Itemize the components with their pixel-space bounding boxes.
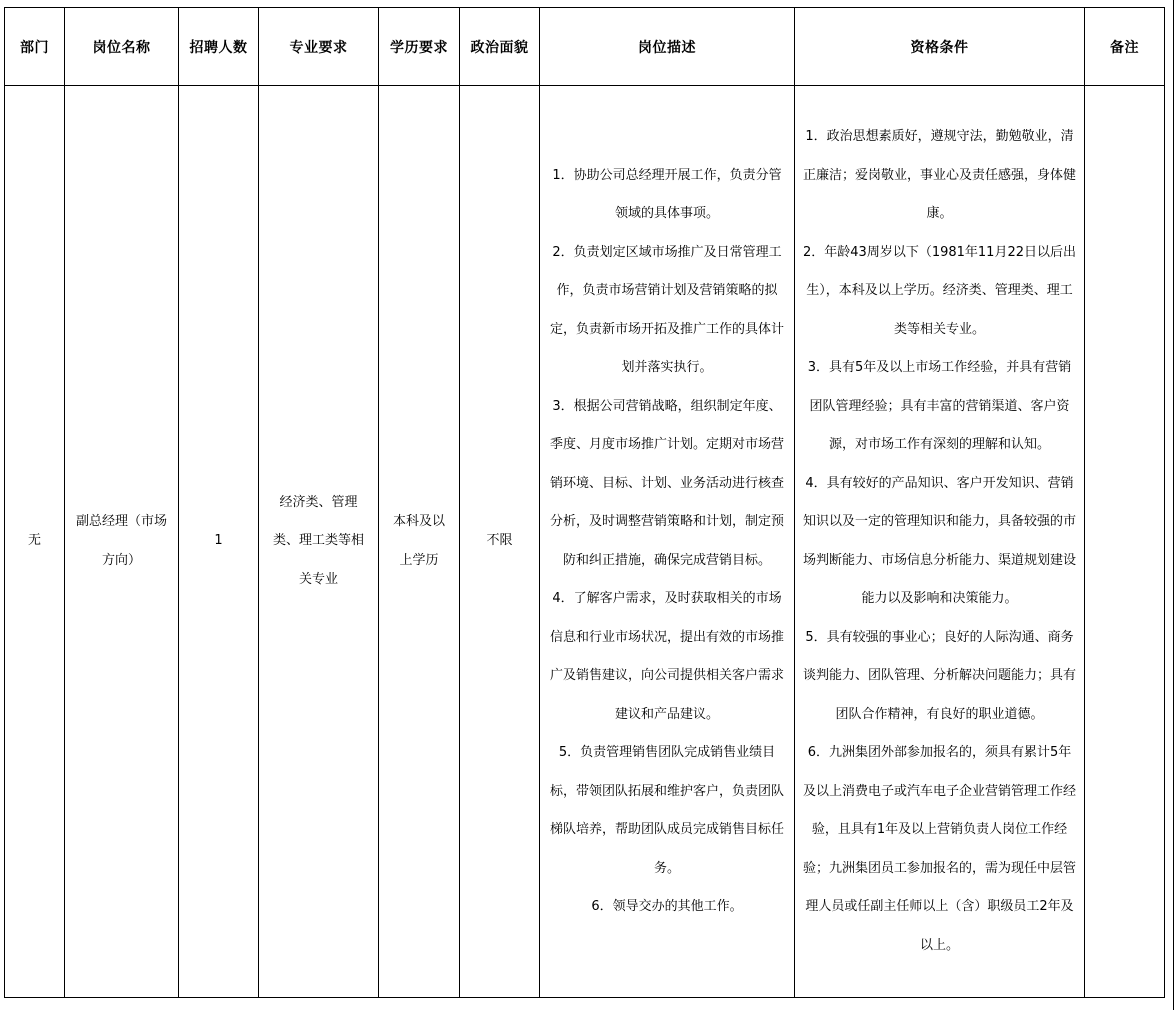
political-status-value: 不限 [486, 533, 513, 549]
cell-headcount [179, 86, 259, 998]
position-value: 副总经理（市场方向） [75, 514, 167, 568]
qualification-item-4: 4．具有较好的产品知识、客户开发知识、营销知识以及一定的管理知识和能力，具备较强的市场判断能力、市场信息分析能力、渠道规划建设能力以及影响和决策能力。 [803, 475, 1077, 606]
header-department: 部门 [5, 8, 65, 86]
cell-major [259, 86, 379, 998]
job-recruitment-table [4, 7, 1165, 998]
qualification-item-1: 1．政治思想素质好，遵规守法，勤勉敬业，清正廉洁；爱岗敬业，事业心及责任感强，身体健康。 [803, 129, 1077, 221]
header-remarks: 备注 [1085, 8, 1165, 86]
header-position: 岗位名称 [65, 8, 179, 86]
page-edge-line [1173, 0, 1174, 1010]
cell-position [65, 86, 179, 998]
headcount-value: 1 [214, 533, 223, 549]
header-row [5, 8, 1165, 86]
header-education: 学历要求 [379, 8, 460, 86]
cell-political-status [460, 86, 540, 998]
cell-education [379, 86, 460, 998]
cell-department [5, 86, 65, 998]
description-item-2: 2．负责划定区域市场推广及日常管理工作，负责市场营销计划及营销策略的拟定，负责新市场开拓及推广工作的具体计划并落实执行。 [549, 244, 784, 375]
cell-remarks [1085, 86, 1165, 998]
header-major: 专业要求 [259, 8, 379, 86]
qualification-item-3: 3．具有5年及以上市场工作经验，并具有营销团队管理经验；具有丰富的营销渠道、客户资源，对市场工作有深刻的理解和认知。 [807, 360, 1072, 452]
description-item-4: 4．了解客户需求，及时获取相关的市场信息和行业市场状况，提出有效的市场推广及销售建议，向公司提供相关客户需求建议和产品建议。 [549, 591, 784, 722]
education-value: 本科及以上学历 [392, 514, 445, 568]
qualification-item-2: 2．年龄43周岁以下（1981年11月22日以后出生），本科及以上学历。经济类、管理类、理工类等相关专业。 [803, 244, 1076, 337]
qualification-item-6: 6．九洲集团外部参加报名的，须具有累计5年及以上消费电子或汽车电子企业营销管理工作经验，且具有1年及以上营销负责人岗位工作经验；九洲集团员工参加报名的，需为现任中层管理人员或任副主任师以上（含）职级员工2年及以上。 [803, 745, 1077, 953]
description-item-5: 5．负责管理销售团队完成销售业绩目标，带领团队拓展和维护客户，负责团队梯队培养，帮助团队成员完成销售目标任务。 [549, 745, 784, 876]
table-row [5, 86, 1165, 998]
qualification-item-5: 5．具有较强的事业心；良好的人际沟通、商务谈判能力、团队管理、分析解决问题能力；具有团队合作精神，有良好的职业道德。 [803, 629, 1077, 722]
description-item-1: 1．协助公司总经理开展工作，负责分管领域的具体事项。 [552, 167, 782, 221]
description-item-3: 3．根据公司营销战略，组织制定年度、季度、月度市场推广计划。定期对市场营销环境、目标、计划、业务活动进行核查分析，及时调整营销策略和计划，制定预防和纠正措施，确保完成营销目标。 [549, 398, 784, 568]
major-value: 经济类、管理类、理工类等相关专业 [272, 494, 364, 587]
cell-description [540, 86, 795, 998]
header-qualifications: 资格条件 [795, 8, 1085, 86]
header-headcount: 招聘人数 [179, 8, 259, 86]
description-item-6: 6．领导交办的其他工作。 [591, 899, 743, 914]
header-political-status: 政治面貌 [460, 8, 540, 86]
department-value: 无 [27, 533, 41, 549]
header-description: 岗位描述 [540, 8, 795, 86]
cell-qualifications [795, 86, 1085, 998]
